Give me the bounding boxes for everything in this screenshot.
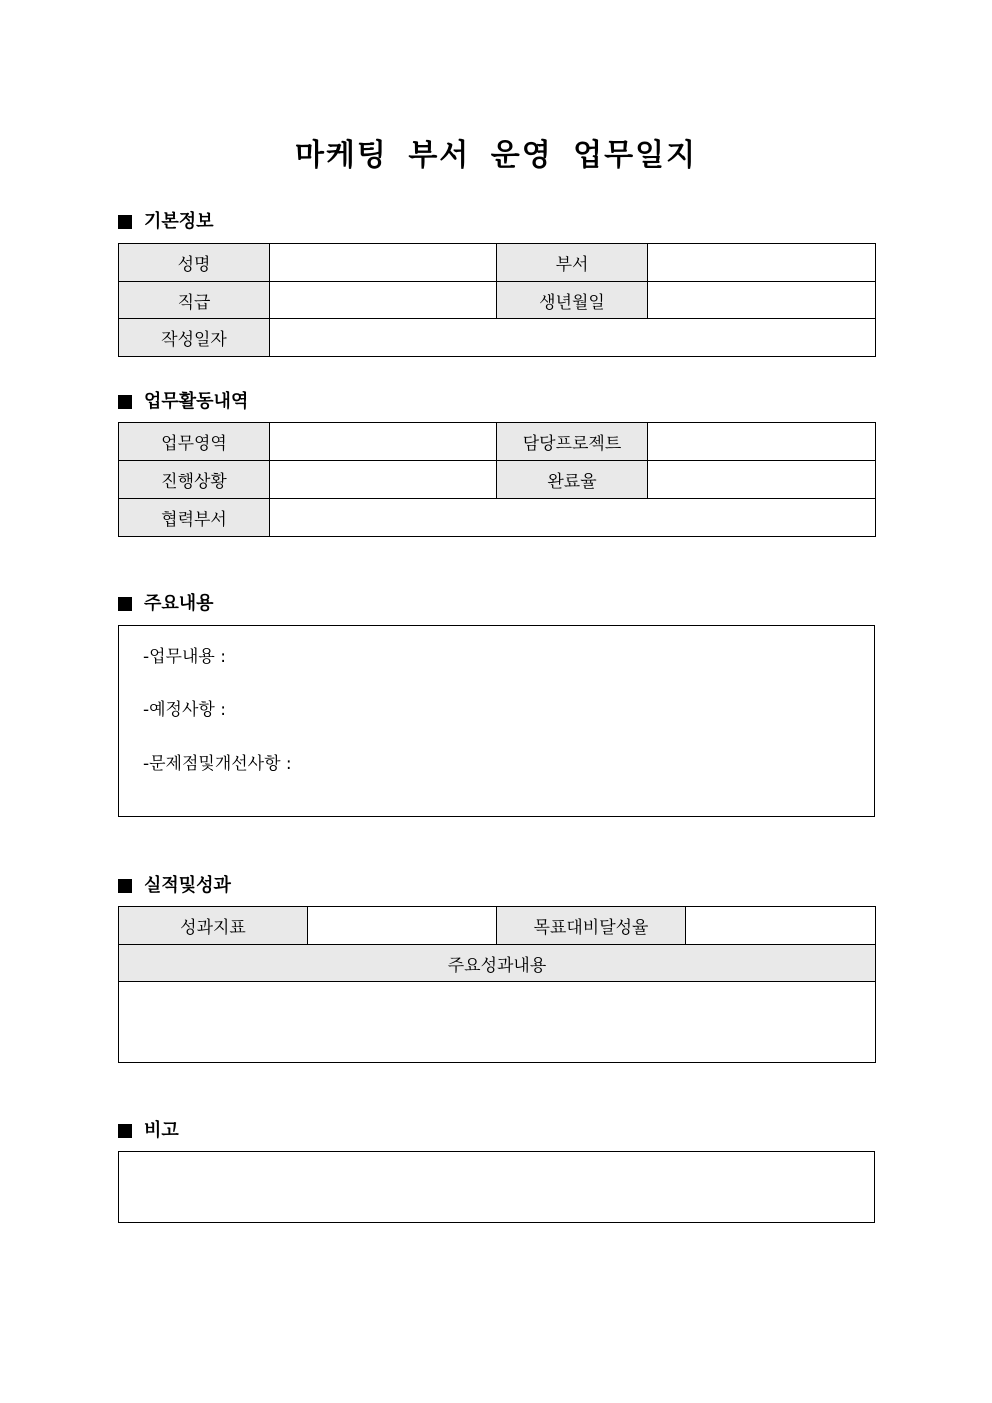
issues-improvements-line: -문제점및개선사항 :: [143, 754, 292, 774]
square-bullet-icon: [118, 1124, 132, 1138]
coop-label: 협력부서: [119, 499, 270, 537]
dept-field[interactable]: [648, 244, 876, 282]
area-label: 업무영역: [119, 423, 270, 461]
section-heading-remarks-label: 비고: [144, 1120, 179, 1141]
main-content-box[interactable]: [118, 625, 875, 817]
square-bullet-icon: [118, 395, 132, 409]
target-field[interactable]: [686, 907, 876, 945]
section-heading-main-label: 주요내용: [144, 593, 214, 614]
basic-info-table: [118, 243, 876, 357]
section-heading-activity: [118, 390, 248, 414]
content-label: 주요성과내용: [119, 945, 876, 982]
section-heading-basic: [118, 210, 214, 234]
square-bullet-icon: [118, 597, 132, 611]
completion-field[interactable]: [648, 461, 876, 499]
kpi-field[interactable]: [308, 907, 497, 945]
document-title: 마케팅 부서 운영 업무일지: [294, 138, 698, 173]
name-label: 성명: [119, 244, 270, 282]
results-table: [118, 906, 876, 1063]
square-bullet-icon: [118, 215, 132, 229]
section-heading-results: [118, 874, 231, 898]
completion-label: 완료율: [497, 461, 648, 499]
birth-field[interactable]: [648, 282, 876, 319]
dept-label: 부서: [497, 244, 648, 282]
section-heading-activity-label: 업무활동내역: [144, 391, 249, 412]
results-content-field[interactable]: [119, 982, 876, 1063]
name-field[interactable]: [270, 244, 497, 282]
section-heading-basic-label: 기본정보: [144, 211, 214, 232]
rank-label: 직급: [119, 282, 270, 319]
progress-field[interactable]: [270, 461, 497, 499]
work-content-line: -업무내용 :: [143, 647, 226, 667]
section-heading-results-label: 실적및성과: [144, 875, 231, 896]
activity-table: [118, 422, 876, 537]
section-heading-main: [118, 592, 214, 616]
project-field[interactable]: [648, 423, 876, 461]
area-field[interactable]: [270, 423, 497, 461]
section-heading-remarks: [118, 1119, 179, 1143]
project-label: 담당프로젝트: [497, 423, 648, 461]
date-field[interactable]: [270, 319, 876, 357]
planned-items-line: -예정사항 :: [143, 700, 226, 720]
kpi-label: 성과지표: [119, 907, 308, 945]
birth-label: 생년월일: [497, 282, 648, 319]
progress-label: 진행상황: [119, 461, 270, 499]
remarks-box[interactable]: [118, 1151, 875, 1223]
rank-field[interactable]: [270, 282, 497, 319]
date-label: 작성일자: [119, 319, 270, 357]
coop-field[interactable]: [270, 499, 876, 537]
target-label: 목표대비달성율: [497, 907, 686, 945]
square-bullet-icon: [118, 879, 132, 893]
